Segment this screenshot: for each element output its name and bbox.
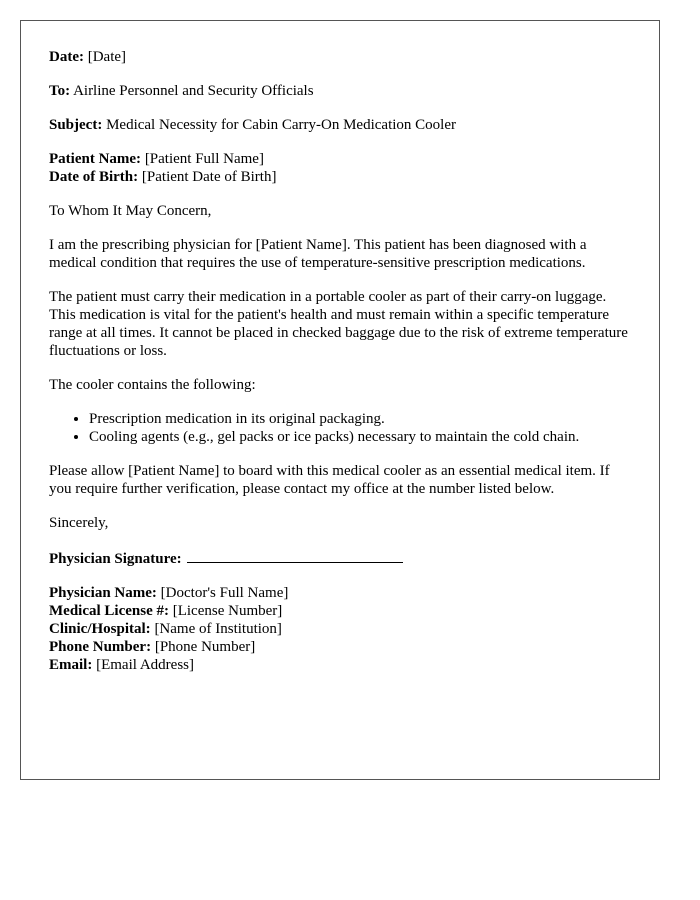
date-label: Date:: [49, 49, 84, 65]
signature-blank: [187, 548, 403, 563]
email-label: Email:: [49, 657, 93, 673]
signature-label: Physician Signature:: [49, 551, 182, 567]
subject-label: Subject:: [49, 117, 103, 133]
date-line: [49, 48, 631, 66]
to-value: Airline Personnel and Security Officials: [73, 83, 314, 99]
to-line: [49, 82, 631, 100]
to-label: To:: [49, 83, 71, 99]
signature-line: [49, 548, 631, 568]
paragraph-2: The patient must carry their medication in a portable cooler as part of their carry-on luggage. This medication is vital for the patient's health and must remain within a specific temperature range at all times. It cannot be placed in checked baggage due to the risk of extreme temperature fluctuations or loss.: [49, 289, 628, 359]
email-value: [Email Address]: [96, 657, 194, 673]
dob-value: [Patient Date of Birth]: [141, 169, 277, 185]
salutation: To Whom It May Concern,: [49, 203, 212, 219]
license-label: Medical License #:: [49, 603, 169, 619]
closing: Sincerely,: [49, 515, 109, 531]
paragraph-3: Please allow [Patient Name] to board with this medical cooler as an essential medical item. If you require further verification, please contact my office at the number listed below.: [49, 463, 610, 497]
list-item: • Cooling agents (e.g., gel packs or ice packs) necessary to maintain the cold chain.: [89, 428, 631, 446]
list-intro: The cooler contains the following:: [49, 377, 256, 393]
cooler-contents-list: [49, 410, 631, 446]
date-value: [Date]: [87, 49, 127, 65]
subject-line: [49, 116, 631, 134]
dob-label: Date of Birth:: [49, 169, 139, 185]
clinic-label: Clinic/Hospital:: [49, 621, 151, 637]
clinic-value: [Name of Institution]: [154, 621, 282, 637]
paragraph-1: I am the prescribing physician for [Patient Name]. This patient has been diagnosed with a medical condition that requires the use of temperature-sensitive prescription medications.: [49, 237, 587, 271]
subject-value: Medical Necessity for Cabin Carry-On Medication Cooler: [106, 117, 456, 133]
email-line: [49, 656, 631, 674]
phone-value: [Phone Number]: [154, 639, 256, 655]
patient-name-line: [49, 150, 631, 168]
patient-name-label: Patient Name:: [49, 151, 142, 167]
patient-name-value: [Patient Full Name]: [144, 151, 264, 167]
dob-line: [49, 168, 631, 186]
list-item: • Prescription medication in its original packaging.: [89, 410, 631, 428]
clinic-line: [49, 620, 631, 638]
phone-line: [49, 638, 631, 656]
physician-name-value: [Doctor's Full Name]: [160, 585, 289, 601]
physician-name-label: Physician Name:: [49, 585, 157, 601]
phone-label: Phone Number:: [49, 639, 152, 655]
physician-name-line: [49, 584, 631, 602]
letter-document: [20, 20, 660, 780]
license-line: [49, 602, 631, 620]
license-value: [License Number]: [172, 603, 283, 619]
